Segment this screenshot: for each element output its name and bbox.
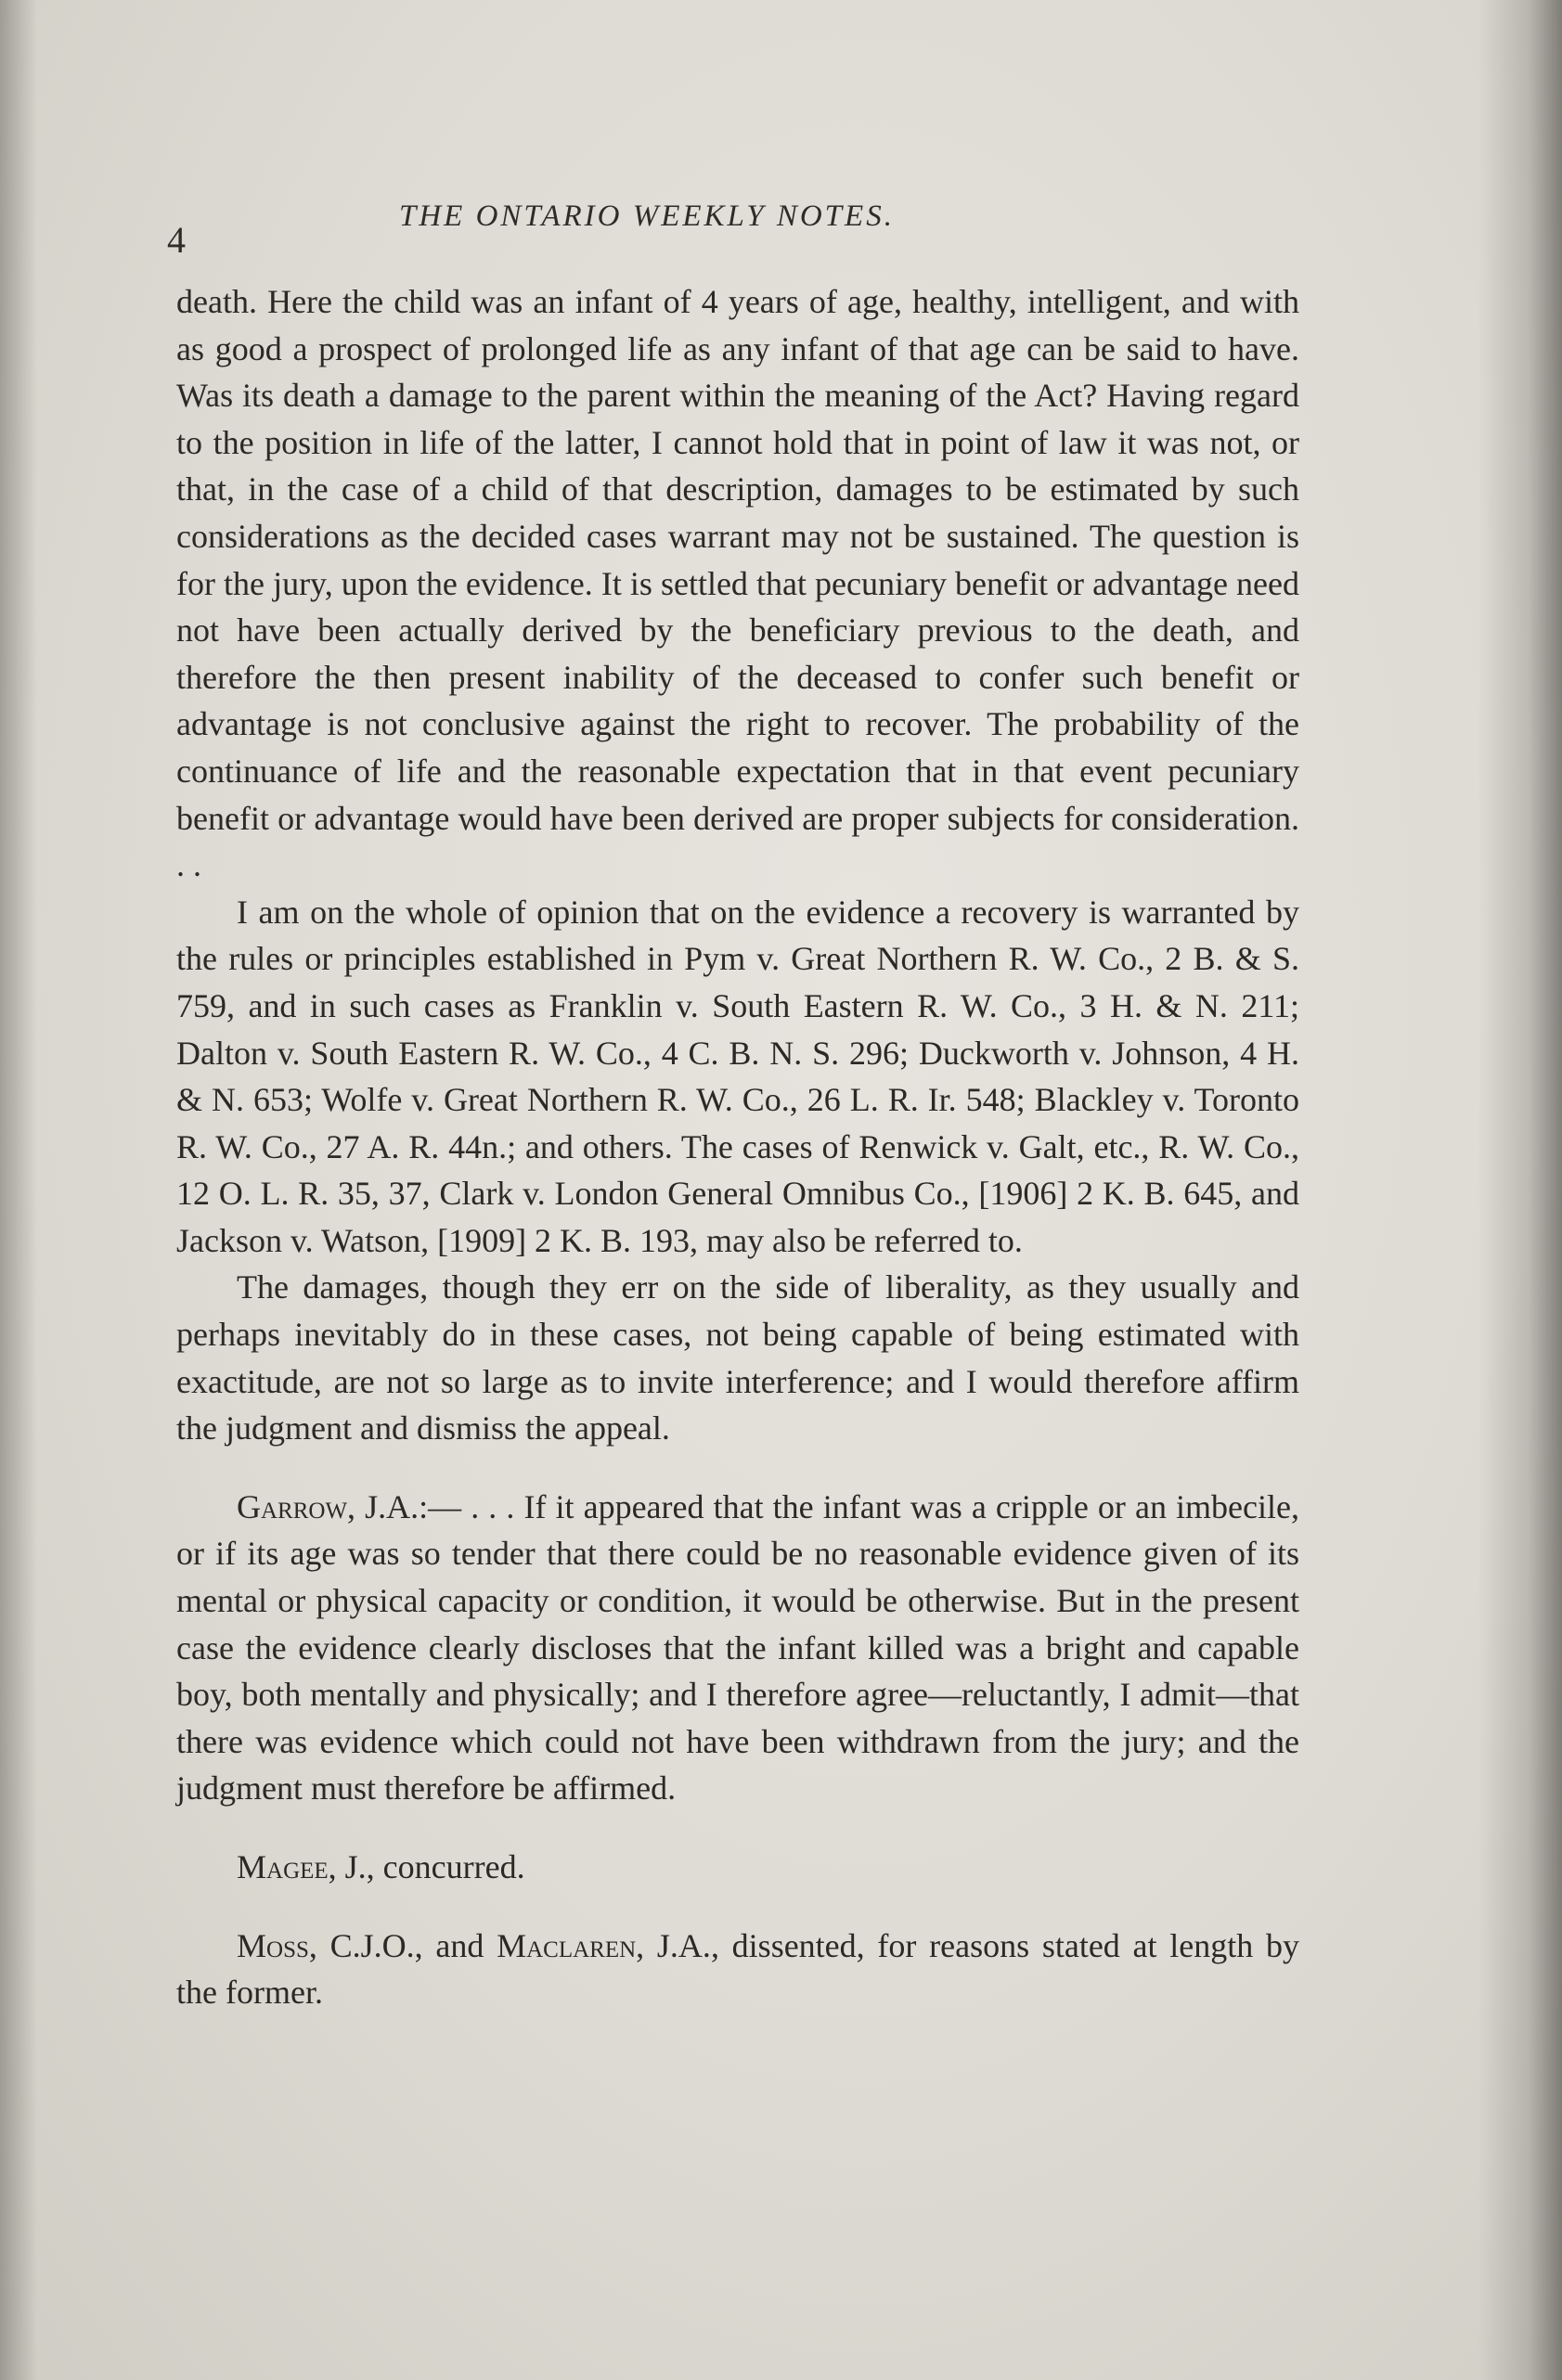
paragraph-damages	[176, 1264, 1299, 1451]
paragraph-text: :— . . . If it appeared that the infant was a cripple or an imbecile, or if its age was so tender that there could be no reasonable evidence given of its mental or physical capacity or condition, it would be otherwise. But in the present case the evidence clearly discloses that the infant killed was a bright and capable boy, both mentally and physically; and I therefore agree—reluctantly, I admit—that there was evidence which could not have been withdrawn from the jury; and the judgment must therefore be affirmed.	[176, 1487, 1299, 1808]
paragraph-magee-concurrence	[176, 1844, 1299, 1891]
paragraph-text: The damages, though they err on the side of liberality, as they usually and perhaps inevitably do in these cases, not being capable of being estimated with exactitude, are not so large as to invite interference; and I would therefore affirm the judgment and dismiss the appeal.	[176, 1268, 1299, 1447]
page-spine-shadow	[1478, 0, 1562, 2380]
running-title: THE ONTARIO WEEKLY NOTES.	[399, 199, 895, 233]
paragraph-authorities	[176, 889, 1299, 1265]
paragraph-dissent	[176, 1923, 1299, 2016]
paragraph-text: death. Here the child was an infant of 4 years of age, healthy, intelligent, and with as good a prospect of prolonged life as any infant of that age can be said to have. Was its death a damage to the parent within the meaning of the Act? Having regard to the position in life of the latter, I cannot hold that in point of law it was not, or that, in the case of a child of that description, damages to be estimated by such considerations as the decided cases warrant may not be sustained. The question is for the jury, upon the evidence. It is settled that pecuniary benefit or advantage need not have been actually derived by the beneficiary previous to the death, and therefore the then present inability of the deceased to confer such benefit or advantage is not conclusive against the right to recover. The probability of the continuance of life and the reasonable expectation that in that event pecuniary benefit or advantage would have been derived are proper subjects for consideration. . .	[176, 283, 1299, 884]
paragraph-text: , concurred.	[366, 1848, 525, 1885]
judge-name: Magee, J.	[237, 1848, 367, 1885]
body-text	[176, 278, 1299, 2016]
page-left-edge-shadow	[0, 0, 37, 2380]
paragraph-text: , dissented, for reasons stated at length by the former.	[176, 1926, 1299, 2012]
paragraph-garrow-opinion	[176, 1484, 1299, 1812]
judge-name: Moss, C.J.O.	[237, 1926, 415, 1964]
judge-name: Garrow, J.A.	[237, 1487, 420, 1525]
paragraph-opinion-continued	[176, 278, 1299, 889]
page-header	[162, 190, 1323, 261]
judge-name: Maclaren, J.A.	[497, 1926, 711, 1964]
connector-text: , and	[414, 1926, 497, 1964]
paragraph-text: I am on the whole of opinion that on the evidence a recovery is warranted by the rules or principles established in Pym v. Great Northern R. W. Co., 2 B. & S. 759, and in such cases as Franklin v. South Eastern R. W. Co., 3 H. & N. 211; Dalton v. South Eastern R. W. Co., 4 C. B. N. S. 296; Duckworth v. Johnson, 4 H. & N. 653; Wolfe v. Great Northern R. W. Co., 26 L. R. Ir. 548; Blackley v. Toronto R. W. Co., 27 A. R. 44n.; and others. The cases of Renwick v. Galt, etc., R. W. Co., 12 O. L. R. 35, 37, Clark v. London General Omnibus Co., [1906] 2 K. B. 645, and Jackson v. Watson, [1909] 2 K. B. 193, may also be referred to.	[176, 893, 1299, 1259]
page-number: 4	[167, 219, 186, 261]
